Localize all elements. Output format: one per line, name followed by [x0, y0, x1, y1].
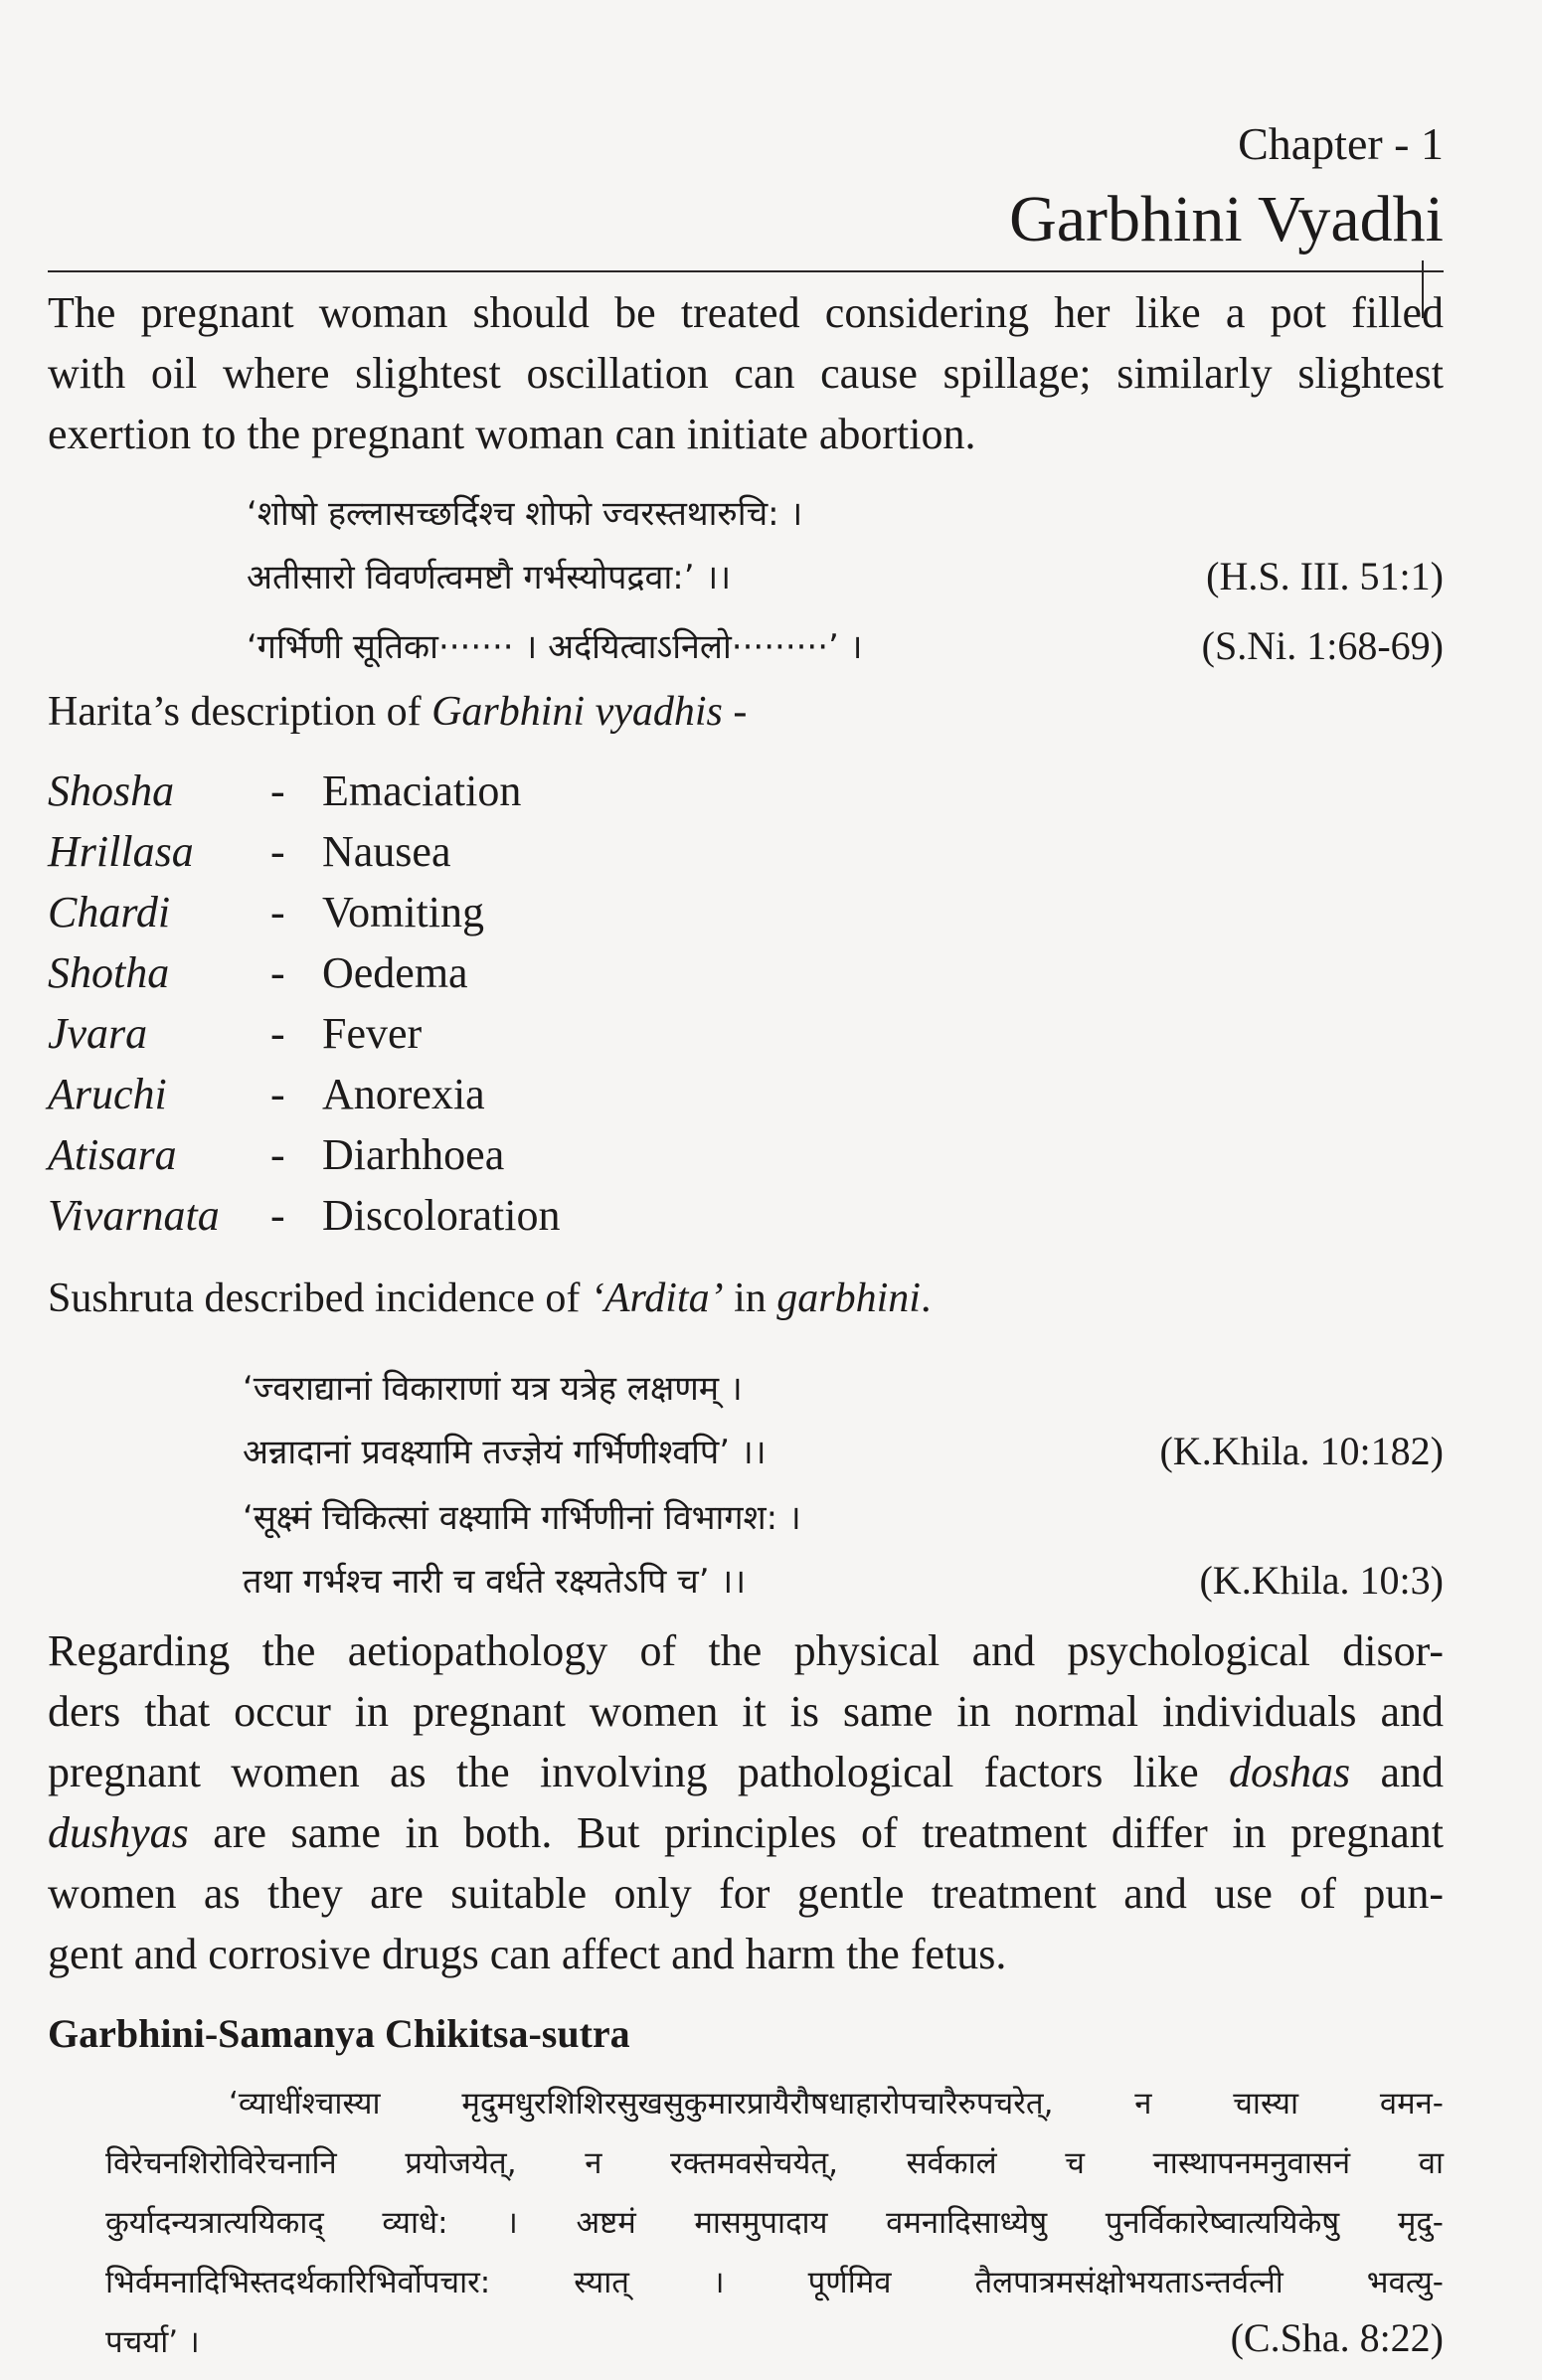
- sentence-text: in: [723, 1275, 777, 1321]
- text-italic: doshas: [1228, 1748, 1351, 1796]
- verse-line: [247, 489, 1444, 553]
- text-run: and: [1350, 1748, 1444, 1796]
- list-item: [48, 1129, 1444, 1190]
- text-italic: dushyas: [48, 1808, 189, 1857]
- text-run: are same in both. But principles of treatment differ in pregnant: [188, 1808, 1444, 1857]
- sentence-italic: ‘Ardita’: [590, 1275, 724, 1321]
- text-run: pregnant women as the involving pathological factors like: [48, 1748, 1229, 1796]
- verse-line: ‘व्याधींश्चास्या मृदुमधुरशिशिरसुखसुकुमारप्रायैरौषधाहारोपचारैरुपचरेत्, न चास्या वमन-: [229, 2086, 1444, 2122]
- dash: -: [270, 1070, 285, 1118]
- verse-text: ‘शोषो हल्लासच्छर्दिश्च शोफो ज्वरस्तथारुचि: ।: [247, 494, 803, 534]
- chapter-label: Chapter - 1: [1238, 118, 1444, 169]
- meaning: Nausea: [322, 827, 451, 876]
- aetiology-paragraph: [48, 1620, 1444, 1984]
- sushruta-sentence: [48, 1275, 1444, 1322]
- verse-hs: [247, 489, 1444, 616]
- paragraph-line: women as they are suitable only for gentle treatment and use of pun-: [48, 1869, 1444, 1918]
- list-item: [48, 826, 1444, 887]
- sentence-italic: garbhini: [776, 1275, 921, 1321]
- meaning: Vomiting: [322, 888, 485, 936]
- term: Chardi: [48, 888, 171, 936]
- heading-text: Harita’s description of: [48, 689, 432, 735]
- term: Jvara: [48, 1009, 148, 1058]
- intro-line: The pregnant woman should be treated considering her like a pot filled: [48, 288, 1444, 337]
- meaning: Oedema: [322, 948, 468, 997]
- citation-ref: (K.Khila. 10:3): [1199, 1558, 1444, 1603]
- term: Vivarnata: [48, 1191, 220, 1240]
- list-item: [48, 1190, 1444, 1251]
- list-item: [48, 947, 1444, 1008]
- meaning: Discoloration: [322, 1191, 561, 1240]
- verse-line: भिर्वमनादिभिस्तदर्थकारिभिर्वोपचार: स्यात् । पूर्णमिव तैलपात्रमसंक्षोभयताऽन्तर्वत्नी भवत्यु-: [105, 2265, 1444, 2300]
- title-rule: [48, 270, 1444, 272]
- paragraph-line: ders that occur in pregnant women it is same in normal individuals and: [48, 1687, 1444, 1736]
- sentence-text: Sushruta described incidence of: [48, 1275, 591, 1321]
- dash: -: [270, 1130, 285, 1179]
- term: Shosha: [48, 766, 175, 815]
- verse-line: [243, 1364, 1444, 1428]
- meaning: Diarhhoea: [322, 1130, 505, 1179]
- paragraph-line: [48, 1742, 1444, 1802]
- verse-text: अतीसारो विवर्णत्वमष्टौ गर्भस्योपद्रवा:’ ।।: [247, 558, 732, 597]
- list-item: [48, 1069, 1444, 1129]
- book-page: [48, 0, 1444, 2380]
- dash: -: [270, 948, 285, 997]
- dash: -: [270, 827, 285, 876]
- verse-text: अन्नादानां प्रवक्ष्यामि तज्ज्ञेयं गर्भिणीश्वपि’ ।।: [243, 1433, 767, 1472]
- sentence-text: .: [920, 1275, 932, 1321]
- term: Aruchi: [48, 1070, 167, 1118]
- term: Hrillasa: [48, 827, 194, 876]
- paragraph-line: [48, 1802, 1444, 1863]
- list-item: [48, 1008, 1444, 1069]
- paragraph-line: gent and corrosive drugs can affect and harm the fetus.: [48, 1930, 1007, 1978]
- meaning: Anorexia: [322, 1070, 485, 1118]
- verse-line: कुर्यादन्यत्रात्ययिकाद् व्याधे: । अष्टमं मासमुपादाय वमनादिसाध्येषु पुनर्विकारेष्वात्ययिकेषु मृदु-: [105, 2205, 1444, 2241]
- harita-list: [48, 765, 1444, 1251]
- verse-line: [243, 1428, 1444, 1491]
- intro-line: exertion to the pregnant woman can initiate abortion.: [48, 410, 976, 458]
- list-item: [48, 887, 1444, 947]
- verse-line: पचर्या’ ।: [105, 2324, 200, 2360]
- dash: -: [270, 888, 285, 936]
- meaning: Emaciation: [322, 766, 522, 815]
- citation-ref: (S.Ni. 1:68-69): [1201, 623, 1444, 668]
- heading-suffix: -: [722, 689, 748, 735]
- verse-sni: [247, 622, 1444, 686]
- verse-text: तथा गर्भश्च नारी च वर्धते रक्ष्यतेऽपि च’ ।।: [243, 1562, 747, 1602]
- citation-ref: (H.S. III. 51:1): [1206, 554, 1444, 598]
- verse-kkhila-182: [243, 1364, 1444, 1491]
- verse-line: [243, 1557, 1444, 1620]
- dash: -: [270, 1009, 285, 1058]
- chapter-title: Garbhini Vyadhi: [1009, 183, 1444, 255]
- harita-heading: [48, 688, 1444, 736]
- paragraph-line: Regarding the aetiopathology of the physical and psychological disor-: [48, 1626, 1444, 1675]
- verse-line: [247, 553, 1444, 616]
- verse-kkhila-3: [243, 1493, 1444, 1620]
- citation-ref: (K.Khila. 10:182): [1159, 1429, 1444, 1473]
- dash: -: [270, 766, 285, 815]
- section-heading: Garbhini-Samanya Chikitsa-sutra: [48, 2011, 630, 2056]
- verse-text: ‘गर्भिणी सूतिका······· । अर्दयित्वाऽनिलो·········’ ।: [247, 627, 863, 667]
- meaning: Fever: [322, 1009, 423, 1058]
- dash: -: [270, 1191, 285, 1240]
- intro-paragraph: [48, 282, 1444, 464]
- intro-line: with oil where slightest oscillation can cause spillage; similarly slightest: [48, 349, 1444, 398]
- citation-ref: (C.Sha. 8:22): [1230, 2315, 1444, 2360]
- list-item: [48, 765, 1444, 826]
- verse-line: [243, 1493, 1444, 1557]
- verse-text: ‘सूक्ष्मं चिकित्सां वक्ष्यामि गर्भिणीनां विभागश: ।: [243, 1498, 801, 1538]
- verse-line: [247, 622, 1444, 686]
- heading-italic: Garbhini vyadhis: [431, 689, 723, 735]
- verse-line: विरेचनशिरोविरेचनानि प्रयोजयेत्, न रक्तमवसेचयेत्, सर्वकालं च नास्थापनमनुवासनं वा: [105, 2145, 1444, 2181]
- verse-text: ‘ज्वराद्यानां विकाराणां यत्र यत्रेह लक्षणम् ।: [243, 1369, 743, 1409]
- term: Shotha: [48, 948, 170, 997]
- term: Atisara: [48, 1130, 177, 1179]
